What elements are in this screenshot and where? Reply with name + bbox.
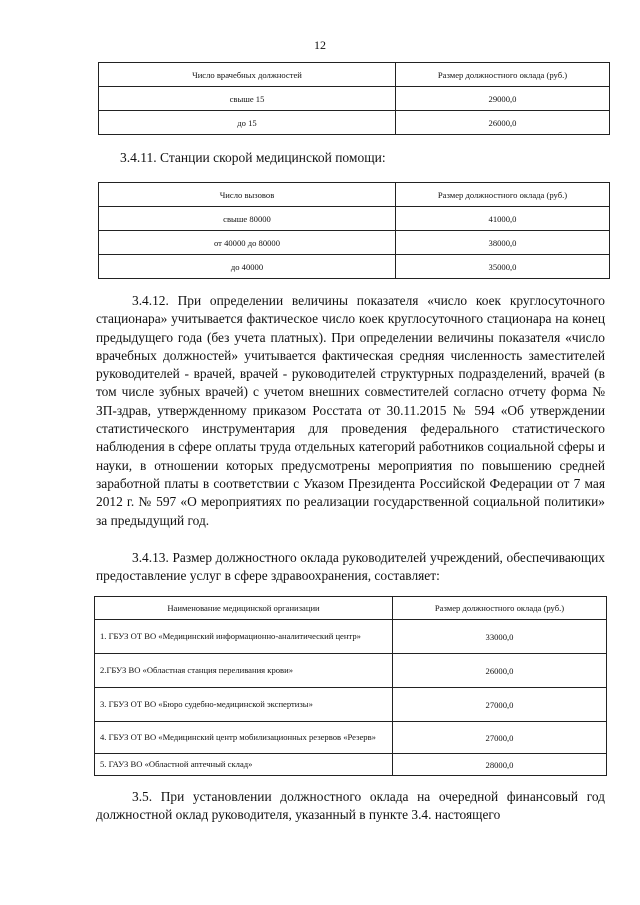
- table-row: [99, 255, 610, 279]
- table-cell: свыше 15: [99, 87, 396, 111]
- table-cell: 4. ГБУЗ ОТ ВО «Медицинский центр мобилизационных резервов «Резерв»: [95, 722, 393, 754]
- paragraph-3-4-12: 3.4.12. При определении величины показателя «число коек круглосуточного стационара» учитывается фактическое число коек круглосуточного стационара на конец предыдущего года (без учета платных). При определении величины показателя «число врачебных должностей» учитывается фактическая средняя численность заместителей руководителей - врачей, врачей - руководителей структурных подразделений, врачей (в том числе зубных врачей) с учетом внешних совместителей согласно отчету форма № ЗП-здрав, утвержденному приказом Росстата от 30.11.2015 № 594 «Об утверждении статистического инструментария для проведения федерального статистического наблюдения в сфере оплаты труда отдельных категорий работников социальной сферы и науки, в отношении которых предусмотрены мероприятия по повышению средней заработной платы в соответствии с Указом Президента Российской Федерации от 7 мая 2012 г. № 597 «О мероприятиях по реализации государственной социальной политики» за предыдущий год.: [96, 293, 605, 528]
- column-header: Размер должностного оклада (руб.): [393, 597, 607, 620]
- table-row: [99, 231, 610, 255]
- table-row: [99, 111, 610, 135]
- table-cell: 5. ГАУЗ ВО «Областной аптечный склад»: [95, 754, 393, 776]
- column-header: Размер должностного оклада (руб.): [396, 63, 610, 87]
- table-header-row: [95, 597, 607, 620]
- table-cell: до 15: [99, 111, 396, 135]
- table-row: [99, 87, 610, 111]
- paragraph-3-4-13: 3.4.13. Размер должностного оклада руководителей учреждений, обеспечивающих предоставление услуг в сфере здравоохранения, составляет:: [96, 550, 605, 584]
- table-physician-positions: [98, 62, 610, 135]
- table-cell: 27000,0: [393, 722, 607, 754]
- table-cell: 41000,0: [396, 207, 610, 231]
- table-medical-organizations: [94, 596, 607, 776]
- table-row: [95, 654, 607, 688]
- table-cell: свыше 80000: [99, 207, 396, 231]
- table-cell: 26000,0: [393, 654, 607, 688]
- table-cell: 3. ГБУЗ ОТ ВО «Бюро судебно-медицинской экспертизы»: [95, 688, 393, 722]
- page-number: 12: [314, 38, 326, 52]
- table-row: [95, 722, 607, 754]
- table-cell: от 40000 до 80000: [99, 231, 396, 255]
- table-header-row: [99, 63, 610, 87]
- paragraph-3-5: 3.5. При установлении должностного оклада на очередной финансовый год должностной оклад руководителя, указанный в пункте 3.4. настоящего: [96, 789, 605, 823]
- column-header: Число врачебных должностей: [99, 63, 396, 87]
- section-heading: 3.4.11. Станции скорой медицинской помощи:: [120, 150, 386, 165]
- table-header-row: [99, 183, 610, 207]
- table-row: [99, 207, 610, 231]
- table-cell: 26000,0: [396, 111, 610, 135]
- table-cell: 38000,0: [396, 231, 610, 255]
- table-row: [95, 620, 607, 654]
- table-cell: 27000,0: [393, 688, 607, 722]
- table-ambulance-calls: [98, 182, 610, 279]
- table-cell: до 40000: [99, 255, 396, 279]
- table-row: [95, 688, 607, 722]
- table-cell: 33000,0: [393, 620, 607, 654]
- table-row: [95, 754, 607, 776]
- table-cell: 1. ГБУЗ ОТ ВО «Медицинский информационно-аналитический центр»: [95, 620, 393, 654]
- column-header: Наименование медицинской организации: [95, 597, 393, 620]
- table-cell: 28000,0: [393, 754, 607, 776]
- column-header: Размер должностного оклада (руб.): [396, 183, 610, 207]
- table-cell: 2.ГБУЗ ВО «Областная станция переливания крови»: [95, 654, 393, 688]
- table-cell: 35000,0: [396, 255, 610, 279]
- table-cell: 29000,0: [396, 87, 610, 111]
- column-header: Число вызовов: [99, 183, 396, 207]
